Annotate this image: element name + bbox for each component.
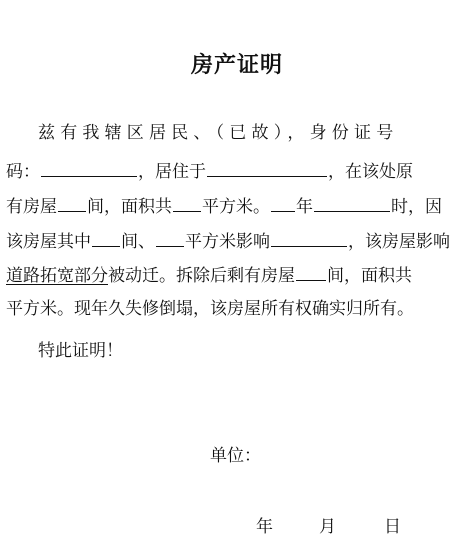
body-text: 平方米。现年久失修倒塌，该房屋所有权确实归所有。	[6, 299, 414, 319]
affected-rooms-blank	[92, 229, 120, 247]
body-text: 该房屋其中	[6, 232, 91, 252]
closing-text: 特此证明！	[38, 341, 123, 361]
id-number-blank	[41, 159, 137, 177]
body-line-5	[6, 263, 412, 287]
body-line-4	[6, 229, 450, 253]
document-title: 房产证明	[190, 52, 283, 78]
date-year: 年	[256, 517, 273, 537]
remaining-rooms-blank	[296, 263, 326, 281]
affected-area-blank	[156, 229, 184, 247]
body-text: 被动迁。拆除后剩有房屋	[108, 266, 295, 286]
date-month: 月	[319, 517, 336, 537]
address-blank	[207, 159, 327, 177]
closing-line	[38, 340, 123, 362]
body-text: ，该房屋影响	[348, 232, 450, 252]
time-blank	[314, 194, 390, 212]
body-line-1	[38, 122, 398, 144]
body-text: 平方米。	[202, 197, 270, 217]
body-text: 间，面积共	[87, 197, 172, 217]
body-text: ，居住于	[138, 162, 206, 182]
date-day: 日	[384, 517, 401, 537]
body-text: ，在该处原	[328, 162, 413, 182]
underlined-text: 道路拓宽部分	[6, 266, 108, 286]
room-count-blank	[58, 194, 86, 212]
body-text: 间、	[121, 232, 155, 252]
body-line-3	[6, 194, 442, 218]
body-line-6	[6, 298, 414, 320]
body-text: 时，因	[391, 197, 442, 217]
unit-label: 单位：	[210, 446, 261, 466]
body-text: 年	[296, 197, 313, 217]
area-blank	[173, 194, 201, 212]
body-text: 平方米影响	[185, 232, 270, 252]
body-text: 有房屋	[6, 197, 57, 217]
body-line-2	[6, 159, 413, 183]
body-text: 间，面积共	[327, 266, 412, 286]
body-text: 码：	[6, 162, 40, 182]
year-blank	[271, 194, 295, 212]
impact-blank	[271, 229, 347, 247]
body-text: 兹有我辖区居民、（已故），身份证号	[38, 123, 399, 143]
